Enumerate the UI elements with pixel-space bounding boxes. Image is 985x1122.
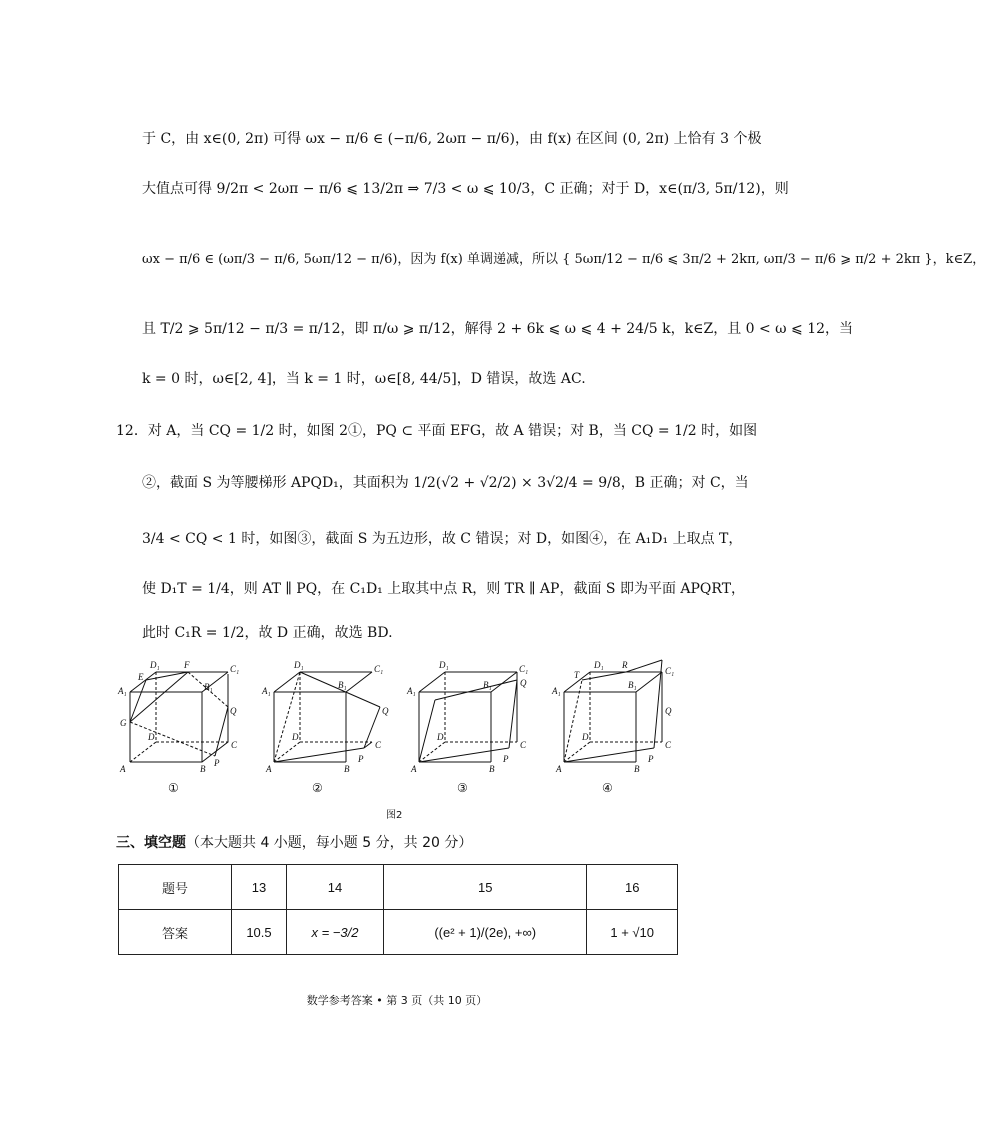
sol11-line3: ωx − π/6 ∈ (ωπ/3 − π/6, 5ωπ/12 − π/6)，因为 f(x) 单调递减，所以 { 5ωπ/12 − π/6 ⩽ 3π/2 + 2kπ, ωπ/3 − π/6 ⩾ π/2 + 2kπ }，k∈Z， <box>142 252 985 267</box>
label-B1: B₁ <box>628 680 637 690</box>
answer-label-cell: 答案 <box>119 910 232 955</box>
answer-cell: 10.5 <box>232 910 287 955</box>
sol12-line4: 使 D₁T = 1/4，则 AT ∥ PQ，在 C₁D₁ 上取其中点 R，则 TR ∥ AP，截面 S 即为平面 APQRT， <box>142 581 746 597</box>
sol12-line2: ②，截面 S 为等腰梯形 APQD₁，其面积为 1/2(√2 + √2/2) × 3√2/4 = 9/8，B 正确；对 C，当 <box>142 475 749 491</box>
label-D: D <box>437 732 444 742</box>
label-C: C <box>665 740 672 750</box>
figure-1-label: ① <box>168 781 179 795</box>
label-D: D <box>582 732 589 742</box>
sol12-line3: 3/4 < CQ < 1 时，如图③，截面 S 为五边形，故 C 错误；对 D，如图④，在 A₁D₁ 上取点 T， <box>142 531 743 547</box>
figure-2-label: ② <box>312 781 323 795</box>
label-A: A <box>266 764 272 774</box>
answer-table <box>118 864 678 955</box>
label-T: T <box>574 670 580 680</box>
figure-3-label: ③ <box>457 781 468 795</box>
label-A: A <box>411 764 417 774</box>
label-C1: C₁ <box>665 666 675 676</box>
answer-cell: x = −3/2 <box>286 910 383 955</box>
label-D1: D₁ <box>594 660 604 670</box>
table-row <box>119 865 678 910</box>
figure-4-label: ④ <box>602 781 613 795</box>
label-B: B <box>200 764 206 774</box>
number-cell: 15 <box>384 865 587 910</box>
label-D1: D₁ <box>294 660 304 670</box>
header-cell: 题号 <box>119 865 232 910</box>
label-A: A <box>556 764 562 774</box>
label-Q: Q <box>230 706 237 716</box>
label-Q: Q <box>520 678 527 688</box>
label-P: P <box>358 754 364 764</box>
label-G: G <box>120 718 127 728</box>
cube-figure-2 <box>260 652 390 802</box>
label-P: P <box>214 758 220 768</box>
label-A: A <box>120 764 126 774</box>
label-C: C <box>375 740 382 750</box>
sol12-line1: 12．对 A，当 CQ = 1/2 时，如图 2①，PQ ⊂ 平面 EFG，故 A 错误；对 B，当 CQ = 1/2 时，如图 <box>116 423 758 439</box>
label-B: B <box>489 764 495 774</box>
label-C1: C₁ <box>519 664 529 674</box>
label-D1: D₁ <box>439 660 449 670</box>
page-footer: 数学参考答案 • 第 3 页（共 10 页） <box>306 994 488 1007</box>
section-title: 三、填空题 <box>116 835 186 851</box>
label-D1: D₁ <box>150 660 160 670</box>
label-B1: B₁ <box>204 682 213 692</box>
figure-row <box>110 652 700 802</box>
sol11-line5: k = 0 时，ω∈[2, 4]，当 k = 1 时，ω∈[8, 44/5]，D 错误，故选 AC. <box>142 371 586 387</box>
sol11-line1: 于 C，由 x∈(0, 2π) 可得 ωx − π/6 ∈ (−π/6, 2ωπ − π/6)，由 f(x) 在区间 (0, 2π) 上恰有 3 个极 <box>142 131 762 147</box>
sol11-line4: 且 T/2 ⩾ 5π/12 − π/3 = π/12，即 π/ω ⩾ π/12，解得 2 + 6k ⩽ ω ⩽ 4 + 24/5 k，k∈Z，且 0 < ω ⩽ 12，当 <box>142 321 854 337</box>
label-B1: B₁ <box>338 680 347 690</box>
label-C: C <box>520 740 527 750</box>
number-cell: 14 <box>286 865 383 910</box>
table-row <box>119 910 678 955</box>
cube-figure-1 <box>110 652 240 802</box>
sol11-line2: 大值点可得 9/2π < 2ωπ − π/6 ⩽ 13/2π ⇒ 7/3 < ω ⩽ 10/3，C 正确；对于 D，x∈(π/3, 5π/12)，则 <box>142 181 789 197</box>
cube-figure-4 <box>550 652 680 802</box>
label-P: P <box>648 754 654 764</box>
label-Q: Q <box>382 706 389 716</box>
label-R: R <box>622 660 628 670</box>
figure-3 <box>405 652 535 802</box>
figure-1 <box>110 652 240 802</box>
sol12-line5: 此时 C₁R = 1/2，故 D 正确，故选 BD. <box>142 625 393 641</box>
label-Q: Q <box>665 706 672 716</box>
section-heading <box>116 832 472 852</box>
label-B1: B₁ <box>483 680 492 690</box>
label-D: D <box>148 732 155 742</box>
figure-2 <box>260 652 390 802</box>
label-A1: A₁ <box>262 686 271 696</box>
label-C1: C₁ <box>374 664 384 674</box>
label-B: B <box>344 764 350 774</box>
label-A1: A₁ <box>552 686 561 696</box>
label-D: D <box>292 732 299 742</box>
label-F: F <box>184 660 190 670</box>
label-C1: C₁ <box>230 664 240 674</box>
label-P: P <box>503 754 509 764</box>
label-C: C <box>231 740 238 750</box>
answer-cell: 1 + √10 <box>587 910 678 955</box>
cube-figure-3 <box>405 652 535 802</box>
figure-caption: 图2 <box>386 810 403 821</box>
figure-4 <box>550 652 680 802</box>
label-B: B <box>634 764 640 774</box>
label-A1: A₁ <box>407 686 416 696</box>
label-A1: A₁ <box>118 686 127 696</box>
answer-cell: ((e² + 1)/(2e), +∞) <box>384 910 587 955</box>
section-note: （本大题共 4 小题，每小题 5 分，共 20 分） <box>186 835 473 851</box>
number-cell: 13 <box>232 865 287 910</box>
number-cell: 16 <box>587 865 678 910</box>
label-E: E <box>138 672 144 682</box>
